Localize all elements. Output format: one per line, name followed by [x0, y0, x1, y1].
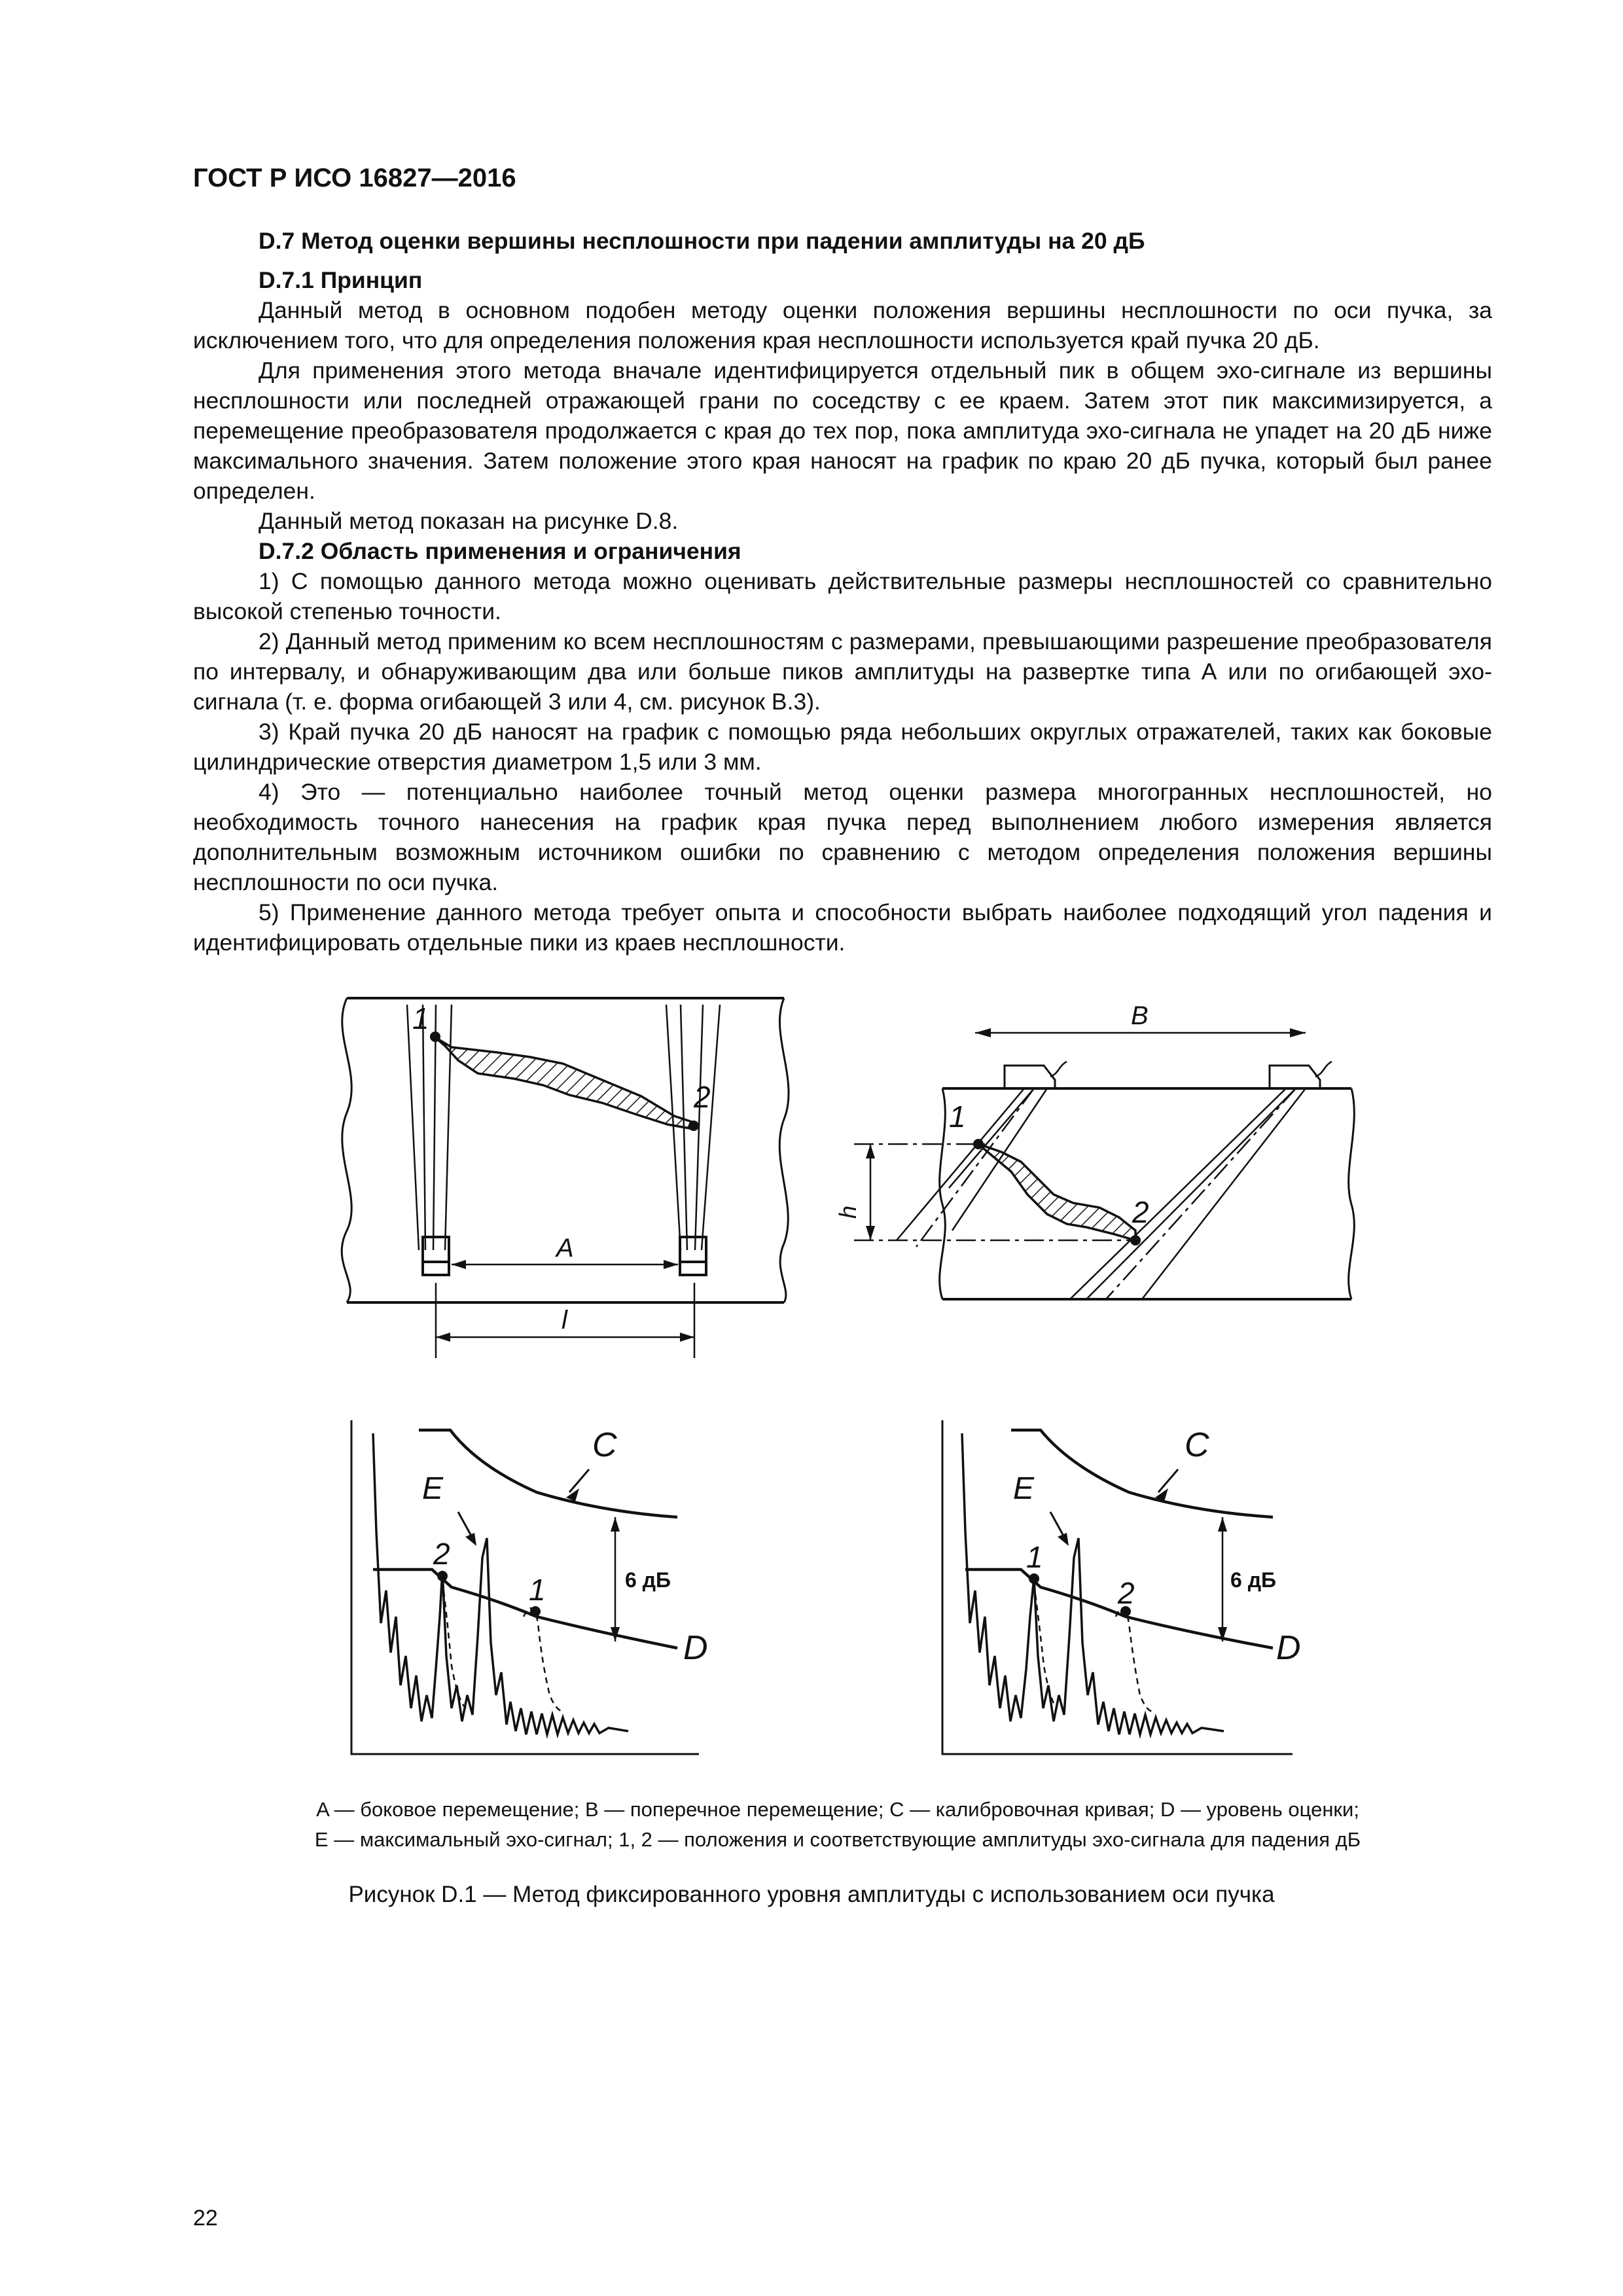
legend-line-1: A — боковое перемещение; B — поперечное перемещение; C — калибровочная кривая; D — уровень оценки; [316, 1798, 1359, 1821]
principle-paragraph-1: Данный метод в основном подобен методу оценки положения вершины несплошности по оси пучка, за исключением того, что для определения положения края несплошности используется край пучка 20 дБ. [193, 297, 1492, 353]
scope-item-5: 5) Применение данного метода требует опыта и способности выбрать наиболее подходящий угол падения и идентифицировать отдельные пики из краев несплошности. [193, 899, 1492, 956]
scope-item-1: 1) С помощью данного метода можно оценивать действительные размеры несплошностей со сравнительно высокой степенью точности. [193, 568, 1492, 624]
scope-item-4: 4) Это — потенциально наиболее точный метод оценки размера многогранных несплошностей, но необходимость точного нанесения на график края пучка перед выполнением любого измерения является дополнительным возможным источником ошибки по сравнению с методом определения положения вершины несплошности по оси пучка. [193, 779, 1492, 895]
label-c-left: C [592, 1426, 617, 1464]
label-2-left: 2 [433, 1537, 450, 1571]
label-e-left: E [422, 1471, 444, 1506]
label-point-1-side: 1 [949, 1100, 966, 1134]
section-title: D.7 Метод оценки вершины несплошности при падении амплитуды на 20 дБ [259, 228, 1145, 254]
label-h: h [834, 1205, 861, 1219]
plate-side-view [854, 1028, 1354, 1299]
label-1-right: 1 [1026, 1540, 1043, 1574]
label-2-right: 2 [1118, 1576, 1135, 1610]
label-point-1-top: 1 [412, 1001, 429, 1035]
label-1-left: 1 [529, 1573, 546, 1607]
label-c-right: C [1185, 1426, 1209, 1464]
label-6db-right: 6 дБ [1230, 1568, 1276, 1592]
scope-heading: D.7.2 Область применения и ограничения [259, 538, 741, 564]
label-e-right: E [1013, 1471, 1035, 1506]
legend-line-2: E — максимальный эхо-сигнал; 1, 2 — положения и соответствующие амплитуды эхо-сигнала для падения дБ [314, 1828, 1361, 1851]
figure-legend [262, 1795, 1414, 1855]
label-point-2-side: 2 [1132, 1195, 1149, 1229]
scope-item-3: 3) Край пучка 20 дБ наносят на график с помощью ряда небольших округлых отражателей, таких как боковые цилиндрические отверстия диаметром 1,5 или 3 мм. [193, 719, 1492, 775]
label-d-right: D [1276, 1629, 1301, 1667]
label-6db-left: 6 дБ [625, 1568, 671, 1592]
principle-paragraph-2: Для применения этого метода вначале идентифицируется отдельный пик в общем эхо-сигнале из вершины несплошности или последней отражающей грани по соседству с ее краем. Затем этот пик максимизируется, а перемещение преобразователя продолжается с края до тех пор, пока амплитуда эхо-сигнала не упадет на 20 дБ ниже максимального значения. Затем положение этого края наносят на график по краю 20 дБ пучка, который был ранее определен. [193, 357, 1492, 504]
label-a: A [556, 1234, 574, 1263]
page-number: 22 [193, 2206, 218, 2231]
scope-item-2: 2) Данный метод применим ко всем несплошностям с размерами, превышающими разрешение преобразователя по интервалу, и обнаруживающим два или больше пиков амплитуды на развертке типа А или по огибающей эхо-сигнала (т. е. форма огибающей 3 или 4, см. рисунок В.3). [193, 628, 1492, 715]
document-header: ГОСТ Р ИСО 16827—2016 [193, 164, 516, 192]
principle-paragraph-3: Данный метод показан на рисунке D.8. [259, 508, 679, 534]
figure-caption: Рисунок D.1 — Метод фиксированного уровня амплитуды с использованием оси пучка [348, 1882, 1275, 1907]
label-b: B [1131, 1001, 1149, 1030]
label-l: l [562, 1306, 567, 1335]
label-d-left: D [683, 1629, 708, 1667]
principle-heading: D.7.1 Принцип [259, 267, 423, 293]
plate-top-view [342, 998, 789, 1358]
label-point-2-top: 2 [694, 1080, 711, 1114]
